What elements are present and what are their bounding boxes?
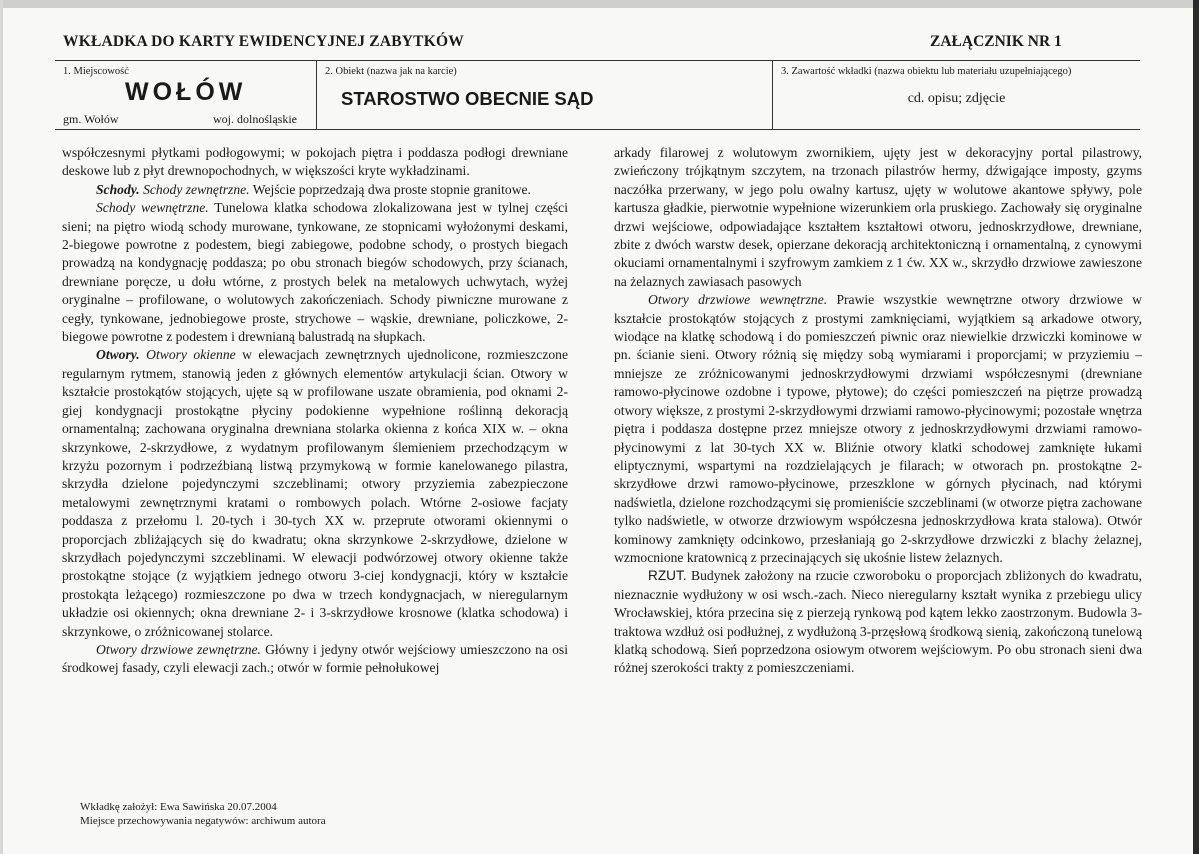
field-contents-label: 3. Zawartość wkładki (nazwa obiektu lub materiału uzupełniającego) <box>781 66 1072 77</box>
paragraph-portal: arkady filarowej z wolutowym zwornikiem, ujęty jest w dekoracyjny portal pilastrowy, zwieńczony trójkątnym szczytem, na trzonach pilastrów hermy, dźwigające imposty, gzyms naczółka przerwany, w jego polu owalny kartusz, ujęty w wolutowe akantowe spływy, pole kartusza gładkie, pierwotnie wypełnione wizerunkiem orla pruskiego. Zachowały się oryginalne drzwi wejściowe, odpowiadające kształtem kształtowi otworu, jednoskrzydłowe, drewniane, zbite z dwóch warstw desek, opierzane dekoracją architektoniczną i ornamentalną, z cynowymi okuciami ornamentalnymi i szyfrowym zamkiem z 1 ćw. XX w., skrzydło drzwiowe zawieszone na żelaznych zawiasach pasowych <box>614 145 1142 289</box>
paragraph-doors-outer <box>62 641 568 678</box>
form-title: WKŁADKA DO KARTY EWIDENCYJNEJ ZABYTKÓW <box>63 33 464 50</box>
paragraph-text: Tunelowa klatka schodowa zlokalizowana jest w tylnej części sieni; na piętro wiodą schody murowane, tynkowane, ze stopnicami wyłożonymi deskami, 2-biegowe powrotne z podestem, biegi zabiegowe, podobne schody, o prostych biegach prowadzą na kondygnację poddasza; po obu stronach biegów schodowych, przy ścianach, drewniane poręcze, u dołu wtórne, z prostych belek na metalowych uchwytach, wyżej oryginalne – profilowane, o wolutowych zakończeniach. Schody piwniczne murowane z cegły, tynkowane, jednobiegowe proste, strychowe – wąskie, drewniane, policzkowe, 2-biegowe powrotne z podestem i drewnianą balustradą na słupkach. <box>62 200 568 345</box>
paragraph-text: w elewacjach zewnętrznych ujednolicone, rozmieszczone regularnym rytmem, stanowią jeden z głównych elementów artykulacji ścian. Otwory w kształcie prostokątów stojących, ujęte są w profilowane uszate obramienia, pod oknami 2-giej kondygnacji prostokątne płyciny podokienne wypełnione roślinną dekoracją ornamentalną; zachowana oryginalna drewniana stolarka okienna z końca XIX w. – okna skrzynkowe, 2-skrzydłowe, z wydatnym profilowanym ślemieniem przechodzącym w krzyżu pozornym i podrzeźbianą listwą przymykową w formie kanelowanego pilastra, skrzydła dzielone pojedynczymi szczeblinami; otwory przyziemia zabezpieczone metalowymi zewnętrznymi kratami o rombowych polach. Wtórne 2-osiowe facjaty poddasza z przełomu l. 20-tych i 30-tych XX w. przeprute otworami okiennymi o proporcjach zbliżających się do kwadratu; okna skrzynkowe 2-skrzydłowe, dzielone w skrzydłach pojedynczymi szczeblinami. W elewacji podwórzowej otwory okienne także prostokątne stojące (z wyjątkiem jednego otworu 3-ciej kondygnacji, który w kształcie prostokąta leżącego) rozmieszczone po dwa w trzech kondygnacjach, w nieregularnym układzie osi okiennych; okna drewniane 2- i 3-skrzydłowe krosnowe (klatka schodowa) i skrzynkowe, o zróżnicowanej stolarce. <box>62 347 568 639</box>
section-heading-openings: Otwory. <box>96 347 140 363</box>
scan-edge-left <box>0 0 3 854</box>
paragraph-windows <box>62 346 568 641</box>
paragraph-text: Wejście poprzedzają dwa proste stopnie granitowe. <box>252 181 531 197</box>
text-column-right <box>614 144 1142 678</box>
field-object <box>317 61 773 129</box>
footer-author: Wkładkę założył: Ewa Sawińska 20.07.2004 <box>80 801 277 813</box>
voivodeship: woj. dolnośląskie <box>213 112 297 126</box>
paragraph-floors: współczesnymi płytkami podłogowymi; w pokojach piętra i poddasza podłogi drewniane deskowe lub z płyt drewnopochodnych, w większości kryte wykładzinami. <box>62 145 568 179</box>
field-object-label: 2. Obiekt (nazwa jak na karcie) <box>325 66 457 77</box>
scan-edge-top <box>0 0 1199 8</box>
attachment-number: ZAŁĄCZNIK NR 1 <box>930 33 1062 50</box>
paragraph-text: Główny i jedyny otwór wejściowy umieszczono na osi środkowej fasady, czyli elewacji zach.; otwór w formie pełnołukowej <box>62 641 568 676</box>
paragraph-doors-inner <box>614 291 1142 567</box>
city-name: WOŁÓW <box>125 78 247 106</box>
field-contents <box>773 61 1140 129</box>
text-column-left <box>62 144 568 678</box>
field-locality <box>55 61 317 129</box>
header-fields-table <box>55 60 1140 130</box>
footer-negatives: Miejsce przechowywania negatywów: archiwum autora <box>80 815 326 827</box>
footer-notes <box>80 800 326 828</box>
subheading-stairs-inner: Schody wewnętrzne. <box>96 200 209 216</box>
section-heading-stairs: Schody. <box>96 181 140 197</box>
gmina: gm. Wołów <box>63 112 119 126</box>
object-name: STAROSTWO OBECNIE SĄD <box>341 88 594 109</box>
paragraph-text: Budynek założony na rzucie czworoboku o proporcjach zbliżonych do kwadratu, nieznacznie wydłużony w osi wsch.-zach. Nieco nieregularny kształt wynika z przebiegu ulicy Wrocławskiej, która przecina się z pierzeją rynkową pod kątem lekko zaostrzonym. Budowla 3-traktowa wzdłuż osi podłużnej, z wydłużoną 3-przęsłową środkową sienią, zakończoną tunelową klatką schodową. Sień poprzedzona osiowym otworem wejściowym. Po obu stronach sieni dwa różnej szerokości trakty z pomieszczeniami. <box>614 568 1142 676</box>
section-heading-plan: RZUT. <box>648 568 687 584</box>
subheading-windows: Otwory okienne <box>146 347 236 363</box>
contents-value: cd. opisu; zdjęcie <box>907 91 1006 106</box>
paragraph-text: Prawie wszystkie wewnętrzne otwory drzwiowe w kształcie prostokątów stojących z prostymi zamknięciami, wyjątkiem są arkadowe otwory, wiodące na klatkę schodową i do pomieszczeń piwnic oraz niewielkie drzwiczki kominowe w pn. ścianie sieni. Otwory różnią się między sobą wymiarami i proporcjami; w przyziemiu – mniejsze ze zróżnicowanymi jednoskrzydłowymi drzwiami współczesnymi (drewniane ramowo-płycinowe ozdobne i typowe, płytowe); do części pomieszczeń na piętrze prowadzą otwory większe, z prostymi 2-skrzydłowymi drzwiami ramowo-płycinowymi; pozostałe wnętrza piętra i poddasza dostępne przez mniejsze otwory z jednoskrzydłowymi drzwiami ramowo-płycinowymi z lat 30-tych XX w. Bliźnie otwory klatki schodowej zamknięte łukami eliptycznymi, wspartymi na rozdzielających je filarach; w otworach pn. prostokątne 2-skrzydłowe drzwi ramowo-płycinowe, przeszklone w górnych płycinach, nad którymi nadświetla, dzielone rozchodzącymi się promieniście szczeblinami (w otworze piętra zachowane tylko nadświetle, w otworze drzwiowym współczesna jednoskrzydłowa krata stalowa). Otwór kominowy zamknięty odcinkowo, przesłaniają go 2-skrzydłowe drzwiczki z blachy żelaznej, wzmocnione kratownicą z przecinających się ukośnie listew żelaznych. <box>614 292 1142 565</box>
paragraph-plan <box>614 567 1142 677</box>
paragraph-stairs-inner <box>62 199 568 346</box>
subheading-doors-outer: Otwory drzwiowe zewnętrzne. <box>96 641 261 657</box>
paragraph-stairs-outer <box>62 181 568 199</box>
field-locality-label: 1. Miejscowość <box>63 66 129 77</box>
subheading-stairs-outer: Schody zewnętrzne. <box>143 181 250 197</box>
subheading-doors-inner: Otwory drzwiowe wewnętrzne. <box>648 292 828 308</box>
scan-edge-right <box>1193 0 1199 854</box>
